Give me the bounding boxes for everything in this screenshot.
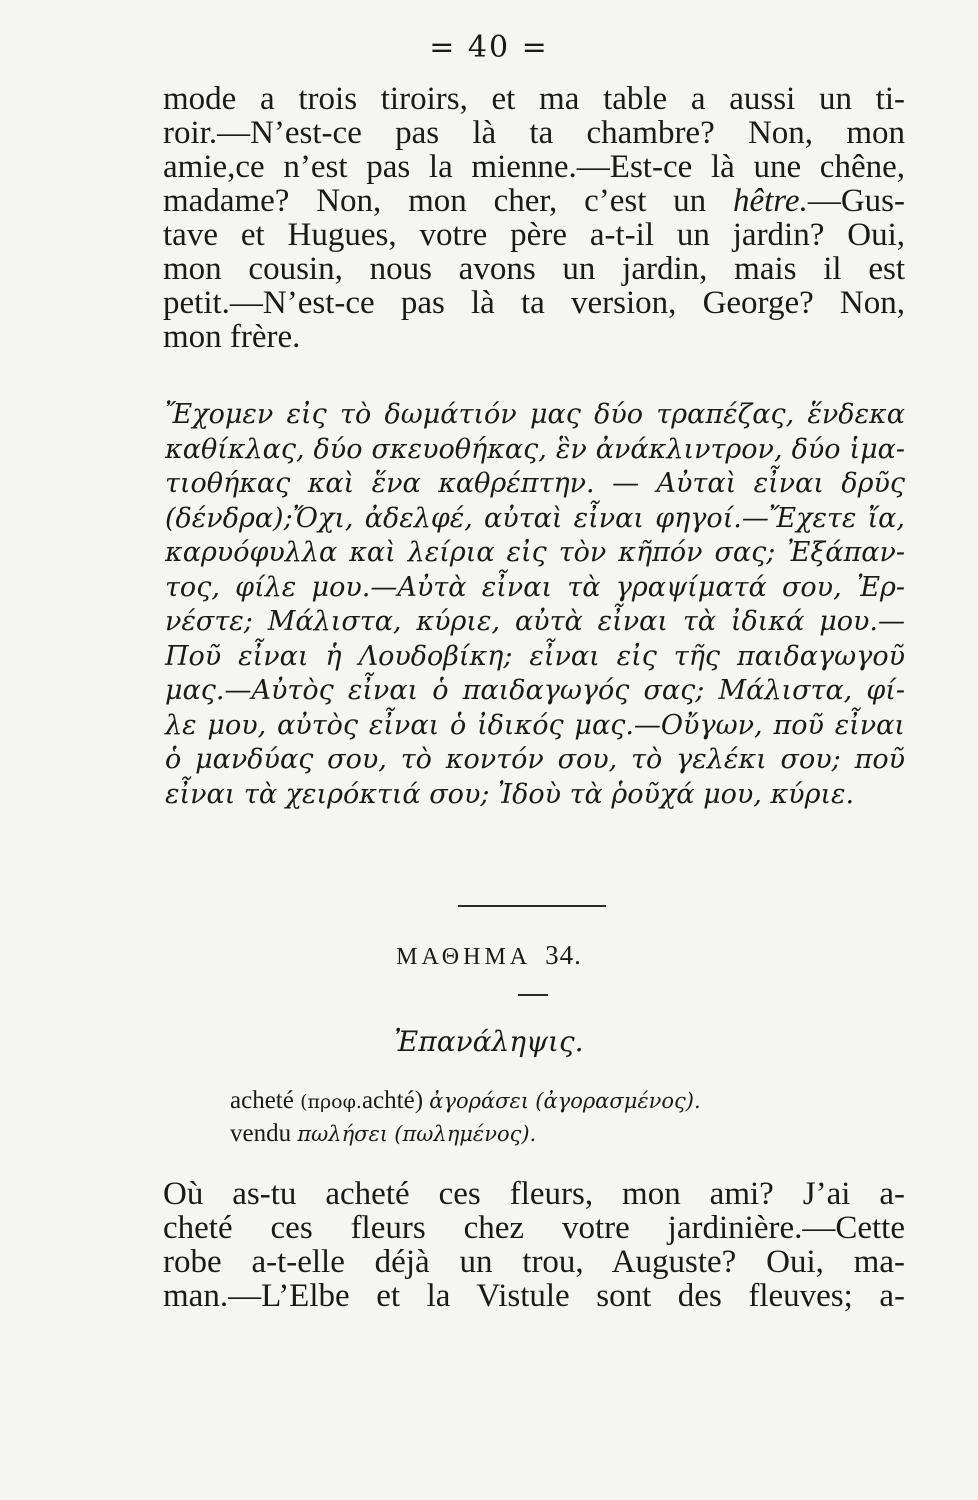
short-divider — [518, 994, 548, 996]
section-divider — [458, 905, 606, 907]
vocab-row: vendu πωλήσει (πωλημένος). — [230, 1120, 537, 1147]
text-line: roir.—N’est-ce pas là ta chambre? Non, mon — [163, 115, 905, 151]
text-line: (δένδρα);Ὄχι, ἀδελφέ, αὐταὶ εἶναι φηγοί.—Ἔχετε ἴα, — [165, 502, 905, 534]
text-line: mon frère. — [163, 319, 301, 355]
text-line: ὁ μανδύας σου, τὸ κοντόν σου, τὸ γελέκι σου; ποῦ — [165, 744, 905, 775]
italic-word: hêtre. — [732, 183, 808, 219]
text-line: cheté ces fleurs chez votre jardinière.—Cette — [163, 1210, 905, 1246]
text-line: καρυόφυλλα καὶ λείρια εἰς τὸν κῆπόν σας; Ἐξάπαν- — [165, 537, 905, 568]
text-line: mon cousin, nous avons un jardin, mais il est — [163, 251, 905, 287]
text-line: λε μου, αὐτὸς εἶναι ὁ ἰδικός μας.—Οὔγων, ποῦ εἶναι — [165, 709, 905, 741]
text-line: robe a-t-elle déjà un trou, Auguste? Oui, ma- — [163, 1244, 905, 1280]
greek-passage — [165, 398, 905, 812]
text-line: man.—L’Elbe et la Vistule sont des fleuves; a- — [163, 1278, 905, 1314]
text-line: madame? Non, mon cher, c’est un hêtre.—Gus- — [163, 183, 905, 219]
lesson-subheading: Ἐπανάληψις. — [394, 1025, 584, 1058]
vocab-row: acheté (προφ.achté) ἀγοράσει (ἀγορασμένος). — [230, 1087, 701, 1114]
text-line: νέστε; Μάλιστα, κύριε, αὐτὰ εἶναι τὰ ἰδικά μου.— — [165, 606, 905, 637]
lesson-title: ΜΑΘΗΜΑ — [396, 944, 532, 970]
french-passage-2 — [163, 1177, 905, 1313]
text-line: amie,ce n’est pas la mienne.—Est-ce là une chêne, — [163, 149, 905, 185]
lesson-heading — [0, 940, 978, 971]
text-line: εἶναι τὰ χειρόκτιά σου; Ἰδοὺ τὰ ῥοῦχά μου, κύριε. — [165, 778, 855, 810]
text-line: petit.—N’est-ce pas là ta version, George? Non, — [163, 285, 905, 321]
french-passage-1 — [163, 82, 905, 354]
text-line: τος, φίλε μου.—Αὐτὰ εἶναι τὰ γραψίματά σου, Ἐρ- — [165, 571, 905, 603]
lesson-number: 34. — [545, 940, 582, 970]
text-line: Ποῦ εἶναι ἡ Λουδοβίκη; εἶναι εἰς τῆς παιδαγωγοῦ — [165, 640, 905, 672]
text-line: Où as-tu acheté ces fleurs, mon ami? J’ai a- — [163, 1176, 905, 1212]
text-line: tave et Hugues, votre père a-t-il un jardin? Oui, — [163, 217, 905, 253]
text-line: Ἔχομεν εἰς τὸ δωμάτιόν μας δύο τραπέζας, ἕνδεκα — [165, 399, 905, 430]
text-line: mode a trois tiroirs, et ma table a aussi un ti- — [163, 81, 905, 117]
text-line: τιοθήκας καὶ ἕνα καθρέπτην. — Αὐταὶ εἶναι δρῦς — [165, 468, 905, 499]
text-line: καθίκλας, δύο σκευοθήκας, ἓν ἀνάκλιντρον, δύο ἱμα- — [165, 433, 905, 465]
text-line: μας.—Αὐτὸς εἶναι ὁ παιδαγωγός σας; Μάλιστα, φί- — [165, 675, 905, 706]
page-number: = 40 = — [429, 30, 549, 65]
